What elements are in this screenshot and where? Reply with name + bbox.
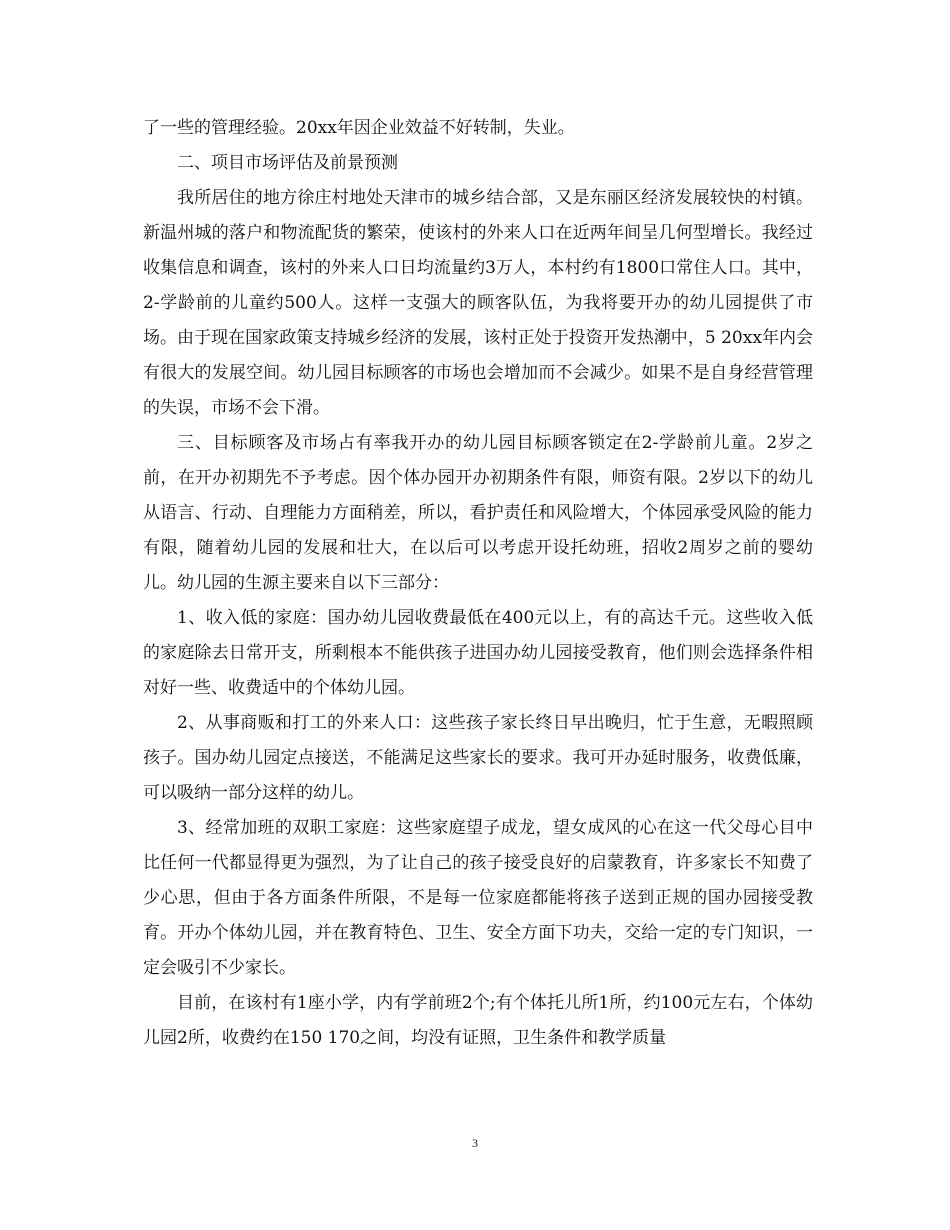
paragraph-1: 了一些的管理经验。20xx年因企业效益不好转制，失业。 [143,118,575,138]
document-body [143,111,813,1056]
section-heading-2: 二、项目市场评估及前景预测 [177,153,398,173]
page-number: 3 [472,1136,478,1150]
paragraph-7: 3、经常加班的双职工家庭：这些家庭望子成龙，望女成风的心在这一代父母心目中比任何一代都显得更为强烈，为了让自己的孩子接受良好的启蒙教育，许多家长不知费了少心思，但由于各方面条件所限，不是每一位家庭都能将孩子送到正规的国办园接受教育。开办个体幼儿园，并在教育特色、卫生、安全方面下功夫，交给一定的专门知识，一定会吸引不少家长。 [143,818,813,978]
paragraph-3: 我所居住的地方徐庄村地处天津市的城乡结合部，又是东丽区经济发展较快的村镇。新温州城的落户和物流配货的繁荣，使该村的外来人口在近两年间呈几何型增长。我经过收集信息和调查，该村的外来人口日均流量约3万人，本村约有1800口常住人口。其中，2-学龄前的儿童约500人。这样一支强大的顾客队伍，为我将要开办的幼儿园提供了市场。由于现在国家政策支持城乡经济的发展，该村正处于投资开发热潮中，5 20xx年内会有很大的发展空间。幼儿园目标顾客的市场也会增加而不会减少。如果不是自身经营管理的失误，市场不会下滑。 [143,188,813,418]
paragraph-4: 三、目标顾客及市场占有率我开办的幼儿园目标顾客锁定在2-学龄前儿童。2岁之前，在开办初期先不予考虑。因个体办园开办初期条件有限，师资有限。2岁以下的幼儿从语言、行动、自理能力方面稍差，所以，看护责任和风险增大，个体园承受风险的能力有限，随着幼儿园的发展和壮大，在以后可以考虑开设托幼班，招收2周岁之前的婴幼儿。幼儿园的生源主要来自以下三部分： [143,433,813,593]
paragraph-8: 目前，在该村有1座小学，内有学前班2个;有个体托儿所1所，约100元左右，个体幼儿园2所，收费约在150 170之间，均没有证照，卫生条件和教学质量 [143,993,813,1048]
paragraph-5: 1、收入低的家庭：国办幼儿园收费最低在400元以上，有的高达千元。这些收入低的家庭除去日常开支，所剩根本不能供孩子进国办幼儿园接受教育，他们则会选择条件相对好一些、收费适中的个体幼儿园。 [143,608,813,698]
paragraph-6: 2、从事商贩和打工的外来人口：这些孩子家长终日早出晚归，忙于生意，无暇照顾孩子。国办幼儿园定点接送，不能满足这些家长的要求。我可开办延时服务，收费低廉，可以吸纳一部分这样的幼儿。 [143,713,813,803]
